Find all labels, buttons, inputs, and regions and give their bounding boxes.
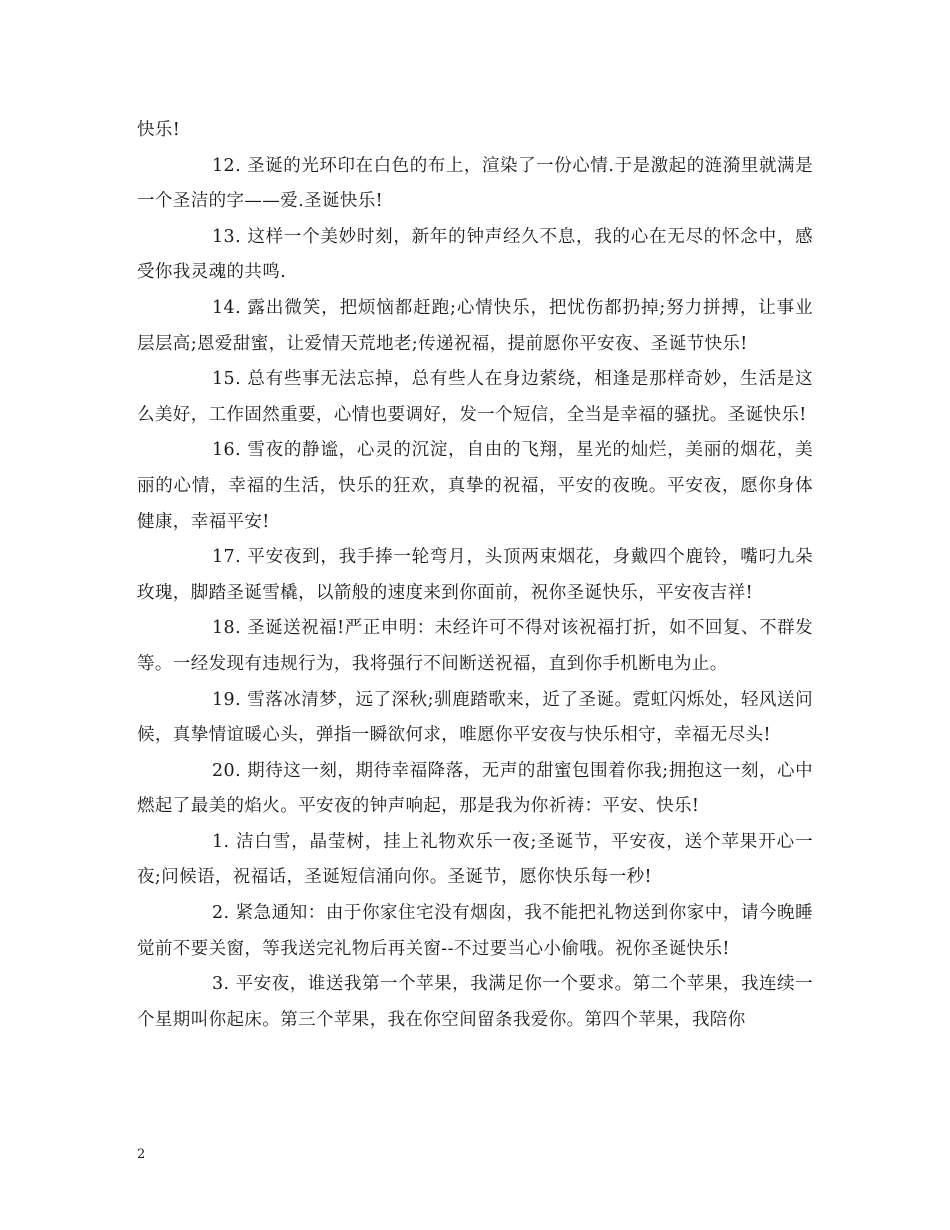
page-number: 2 [137,1147,146,1162]
paragraph: 12. 圣诞的光环印在白色的布上，渲染了一份心情.于是激起的涟漪里就满是一个圣洁的字——爱.圣诞快乐! [137,155,813,212]
document-body [137,113,813,1038]
paragraph: 3. 平安夜，谁送我第一个苹果，我满足你一个要求。第二个苹果，我连续一个星期叫你起床。第三个苹果，我在你空间留条我爱你。第四个苹果，我陪你 [137,974,813,1030]
paragraph: 13. 这样一个美妙时刻，新年的钟声经久不息，我的心在无尽的怀念中，感受你我灵魂的共鸣. [137,226,813,283]
paragraph: 16. 雪夜的静谧，心灵的沉淀，自由的飞翔，星光的灿烂，美丽的烟花，美丽的心情，幸福的生活，快乐的狂欢，真挚的祝福，平安的夜晚。平安夜，愿你身体健康，幸福平安! [137,440,813,532]
paragraph: 1. 洁白雪，晶莹树，挂上礼物欢乐一夜;圣诞节，平安夜，送个苹果开心一夜;问候语，祝福话，圣诞短信涌向你。圣诞节，愿你快乐每一秒! [137,831,813,888]
paragraph: 18. 圣诞送祝福!严正申明：未经许可不得对该祝福打折，如不回复、不群发等。一经发现有违规行为，我将强行不间断送祝福，直到你手机断电为止。 [137,618,813,674]
paragraph: 快乐! [137,120,181,140]
paragraph: 19. 雪落冰清梦，远了深秋;驯鹿踏歌来，近了圣诞。霓虹闪烁处，轻风送问候，真挚情谊暖心头，弹指一瞬欲何求，唯愿你平安夜与快乐相守，幸福无尽头! [137,689,813,746]
paragraph: 2. 紧急通知：由于你家住宅没有烟囱，我不能把礼物送到你家中，请今晚睡觉前不要关窗，等我送完礼物后再关窗--不过要当心小偷哦。祝你圣诞快乐! [137,903,813,959]
paragraph: 20. 期待这一刻，期待幸福降落，无声的甜蜜包围着你我;拥抱这一刻，心中燃起了最美的焰火。平安夜的钟声响起，那是我为你祈祷：平安、快乐! [137,760,813,817]
paragraph: 17. 平安夜到，我手捧一轮弯月，头顶两束烟花，身戴四个鹿铃，嘴叼九朵玫瑰，脚踏圣诞雪橇，以箭般的速度来到你面前，祝你圣诞快乐，平安夜吉祥! [137,547,813,603]
paragraph: 15. 总有些事无法忘掉，总有些人在身边萦绕，相逢是那样奇妙，生活是这么美好，工作固然重要，心情也要调好，发一个短信，全当是幸福的骚扰。圣诞快乐! [137,369,813,425]
paragraph: 14. 露出微笑，把烦恼都赶跑;心情快乐，把忧伤都扔掉;努力拼搏，让事业层层高;恩爱甜蜜，让爱情天荒地老;传递祝福，提前愿你平安夜、圣诞节快乐! [137,297,813,354]
